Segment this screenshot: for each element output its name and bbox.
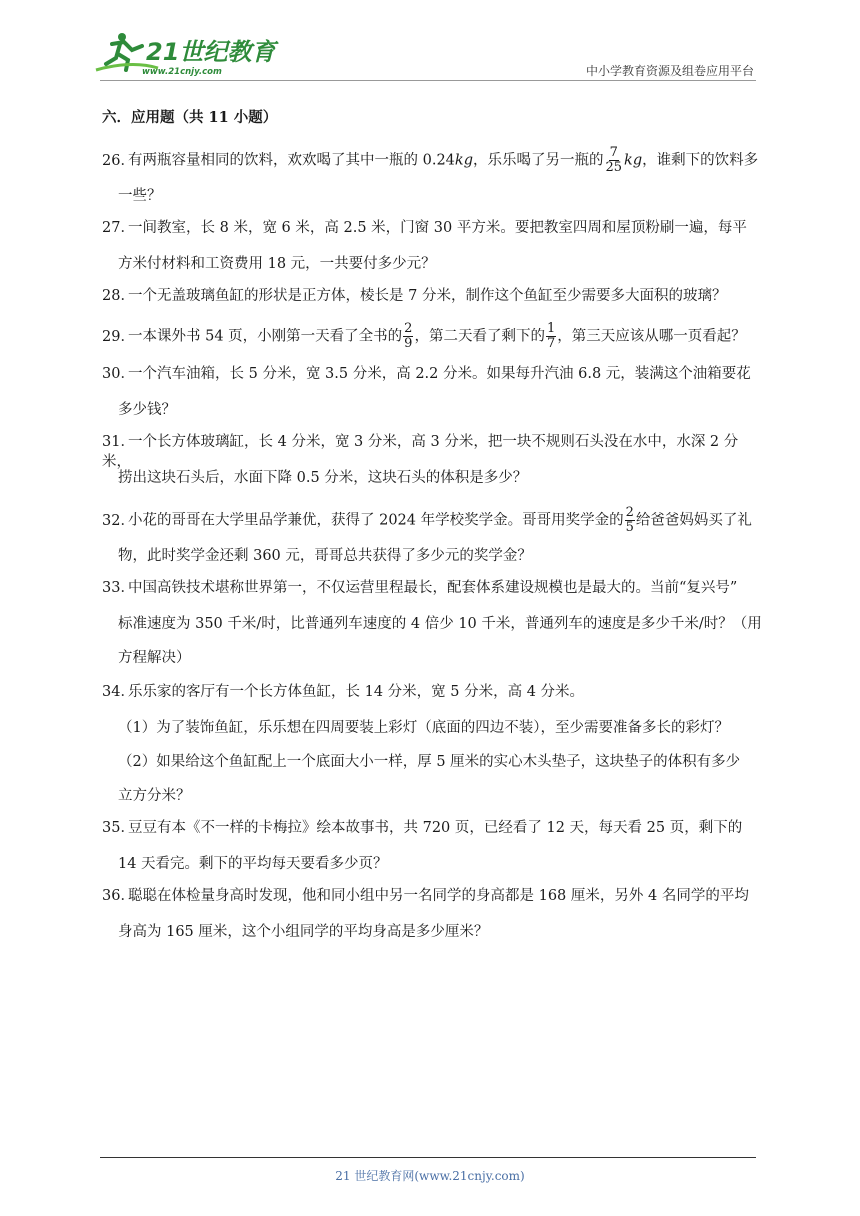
question-28: 28．一个无盖玻璃鱼缸的形状是正方体，棱长是 7 分米，制作这个鱼缸至少需要多大面积的玻璃？ [102, 288, 727, 304]
question-35-line2: 14 天看完。剩下的平均每天要看多少页？ [118, 856, 388, 872]
fraction: $\frac{2}{5}$ [625, 505, 634, 535]
question-34-part2-line2: 立方分米？ [118, 788, 191, 804]
question-30: 30．一个汽车油箱，长 5 分米，宽 3.5 分米，高 2.2 分米。如果每升汽油 6.8 元，装满这个油箱要花 [102, 366, 751, 382]
platform-name: 中小学教育资源及组卷应用平台 [585, 64, 754, 78]
question-30-line2: 多少钱？ [118, 402, 176, 418]
section-title: 六．应用题（共 11 小题） [102, 109, 278, 126]
question-31-line2: 捞出这块石头后，水面下降 0.5 分米，这块石头的体积是多少？ [118, 470, 528, 486]
question-33-line3: 方程解决） [118, 650, 191, 666]
question-26: 26．有两瓶容量相同的饮料，欢欢喝了其中一瓶的 0.24kg，乐乐喝了另一瓶的 $\frac{7}{25}$ kg，谁剩下的饮料多 [102, 145, 759, 175]
question-26-line2: 一些？ [118, 188, 162, 204]
question-32-line2: 物，此时奖学金还剩 360 元，哥哥总共获得了多少元的奖学金？ [118, 548, 532, 564]
footer-divider [100, 1157, 756, 1158]
header-divider [100, 80, 756, 81]
question-31: 31．一个长方体玻璃缸，长 4 分米，宽 3 分米，高 3 分米，把一块不规则石头没在水中，水深 2 分米， [102, 434, 739, 470]
question-34-part1: （1）为了装饰鱼缸，乐乐想在四周要装上彩灯（底面的四边不装），至少需要准备多长的彩灯？ [118, 720, 729, 736]
question-35: 35．豆豆有本《不一样的卡梅拉》绘本故事书，共 720 页，已经看了 12 天，每天看 25 页，剩下的 [102, 820, 743, 836]
svg-text:21世纪教育: 21世纪教育 [146, 38, 276, 66]
logo-graphic [92, 30, 276, 80]
question-29: 29．一本课外书 54 页，小刚第一天看了全书的 $\frac{2}{9}$ ，第二天看了剩下的 $\frac{1}{7}$ ，第三天应该从哪一页看起？ [102, 321, 746, 351]
question-36-line2: 身高为 165 厘米，这个小组同学的平均身高是多少厘米？ [118, 924, 489, 940]
question-34-part2: （2）如果给这个鱼缸配上一个底面大小一样，厚 5 厘米的实心木头垫子，这块垫子的体积有多少 [118, 754, 741, 770]
footer-text: 21 世纪教育网(www.21cnjy.com) [335, 1169, 525, 1183]
question-33: 33．中国高铁技术堪称世界第一，不仅运营里程最长，配套体系建设规模也是最大的。当前“复兴号” [102, 580, 738, 596]
fraction: $\frac{2}{9}$ [404, 321, 413, 351]
question-27-line2: 方米付材料和工资费用 18 元，一共要付多少元？ [118, 256, 436, 272]
fraction: $\frac{7}{25}$ [605, 145, 623, 175]
fraction: $\frac{1}{7}$ [546, 321, 556, 351]
logo [92, 30, 276, 80]
question-32: 32．小花的哥哥在大学里品学兼优，获得了 2024 年学校奖学金。哥哥用奖学金的 $\frac{2}{5}$ 给爸爸妈妈买了礼 [102, 505, 752, 535]
page-header [0, 0, 860, 90]
question-36: 36．聪聪在体检量身高时发现，他和同小组中另一名同学的身高都是 168 厘米，另外 4 名同学的平均 [102, 888, 749, 904]
question-34: 34．乐乐家的客厅有一个长方体鱼缸，长 14 分米，宽 5 分米，高 4 分米。 [102, 684, 585, 700]
question-33-line2: 标准速度为 350 千米/时，比普通列车速度的 4 倍少 10 千米，普通列车的速度是多少千米/时？（用 [118, 616, 762, 632]
question-27: 27．一间教室，长 8 米，宽 6 米，高 2.5 米，门窗 30 平方米。要把教室四周和屋顶粉刷一遍，每平 [102, 220, 747, 236]
svg-text:www.21cnjy.com: www.21cnjy.com [142, 67, 222, 77]
